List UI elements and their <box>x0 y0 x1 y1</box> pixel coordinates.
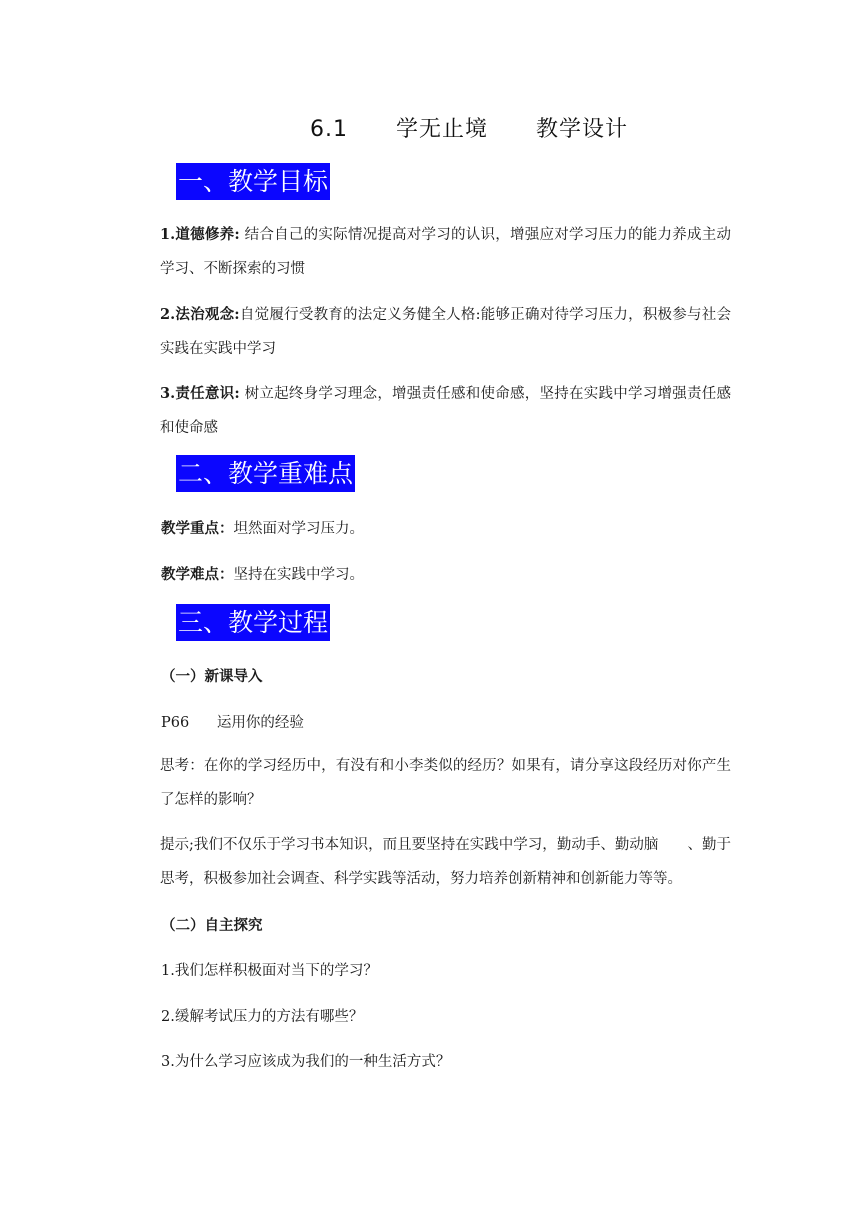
teaching-focus <box>161 518 364 540</box>
hint-paragraph: 提示;我们不仅乐于学习书本知识，而且要坚持在实践中学习，勤动手、勤动脑 、勤于思考，积极参加社会调查、科学实践等活动，努力培养创新精神和创新能力等等。 <box>160 837 731 887</box>
goal-1 <box>160 218 731 286</box>
goal-1-label: 1.道德修养: <box>160 226 240 243</box>
title-suffix: 教学设计 <box>535 117 628 142</box>
goal-2-text: 自觉履行受教育的法定义务健全人格:能够正确对待学习压力，积极参与社会实践在实践中学习 <box>160 307 731 357</box>
page-title <box>310 112 628 143</box>
question-1: 1.我们怎样积极面对当下的学习？ <box>161 963 378 979</box>
question-3: 3.为什么学习应该成为我们的一种生活方式？ <box>161 1054 451 1070</box>
goal-3-label: 3.责任意识: <box>160 385 240 402</box>
think-paragraph: 思考：在你的学习经历中，有没有和小李类似的经历？如果有，请分享这段经历对你产生了怎样的影响？ <box>160 758 731 808</box>
goal-2-label: 2.法治观念: <box>160 306 240 323</box>
goal-1-text: 结合自己的实际情况提高对学习的认识，增强应对学习压力的能力养成主动学习、不断探索的习惯 <box>160 227 731 277</box>
part1-title: （一）新课导入 <box>161 668 263 685</box>
activity-title: 运用你的经验 <box>216 715 304 731</box>
title-name: 学无止境 <box>395 117 488 142</box>
teaching-focus-label: 教学重点： <box>161 520 234 537</box>
page-reference <box>161 712 304 734</box>
teaching-difficulty-label: 教学难点： <box>161 566 234 583</box>
teaching-difficulty <box>161 564 364 586</box>
goal-3 <box>160 377 731 445</box>
section-heading-process: 三、教学过程 <box>176 604 330 641</box>
question-2: 2.缓解考试压力的方法有哪些？ <box>161 1009 364 1025</box>
goal-3-text: 树立起终身学习理念，增强责任感和使命感，坚持在实践中学习增强责任感和使命感 <box>160 386 731 436</box>
teaching-difficulty-text: 坚持在实践中学习。 <box>233 567 364 583</box>
page-ref: P66 <box>161 715 190 731</box>
section-heading-goals: 一、教学目标 <box>176 163 330 200</box>
teaching-focus-text: 坦然面对学习压力。 <box>233 521 364 537</box>
section-heading-key-points: 二、教学重难点 <box>176 455 355 492</box>
title-number: 6.1 <box>310 117 348 142</box>
goal-2 <box>160 298 731 366</box>
part2-title: （二）自主探究 <box>161 917 263 934</box>
